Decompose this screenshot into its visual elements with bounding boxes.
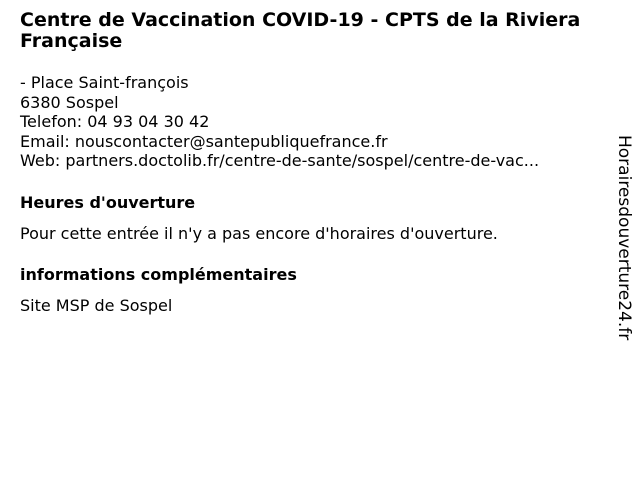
website-link: Web: partners.doctolib.fr/centre-de-sante/sospel/centre-de-vac... xyxy=(20,151,540,170)
additional-info-text: Site MSP de Sospel xyxy=(20,295,173,315)
page-title: Centre de Vaccination COVID-19 - CPTS de la Riviera Française xyxy=(20,9,581,52)
site-watermark: Horairesdouverture24.fr xyxy=(614,135,634,341)
address-block xyxy=(20,73,620,171)
additional-info-heading: informations complémentaires xyxy=(20,264,297,284)
opening-hours-text: Pour cette entrée il n'y a pas encore d'horaires d'ouverture. xyxy=(20,223,498,243)
city-postal: 6380 Sospel xyxy=(20,92,119,112)
street-address: - Place Saint-françois xyxy=(20,73,189,92)
opening-hours-heading: Heures d'ouverture xyxy=(20,192,196,212)
listing-content xyxy=(20,10,620,316)
email-address: Email: nouscontacter@santepubliquefrance.fr xyxy=(20,131,388,151)
phone-number: Telefon: 04 93 04 30 42 xyxy=(20,112,210,131)
